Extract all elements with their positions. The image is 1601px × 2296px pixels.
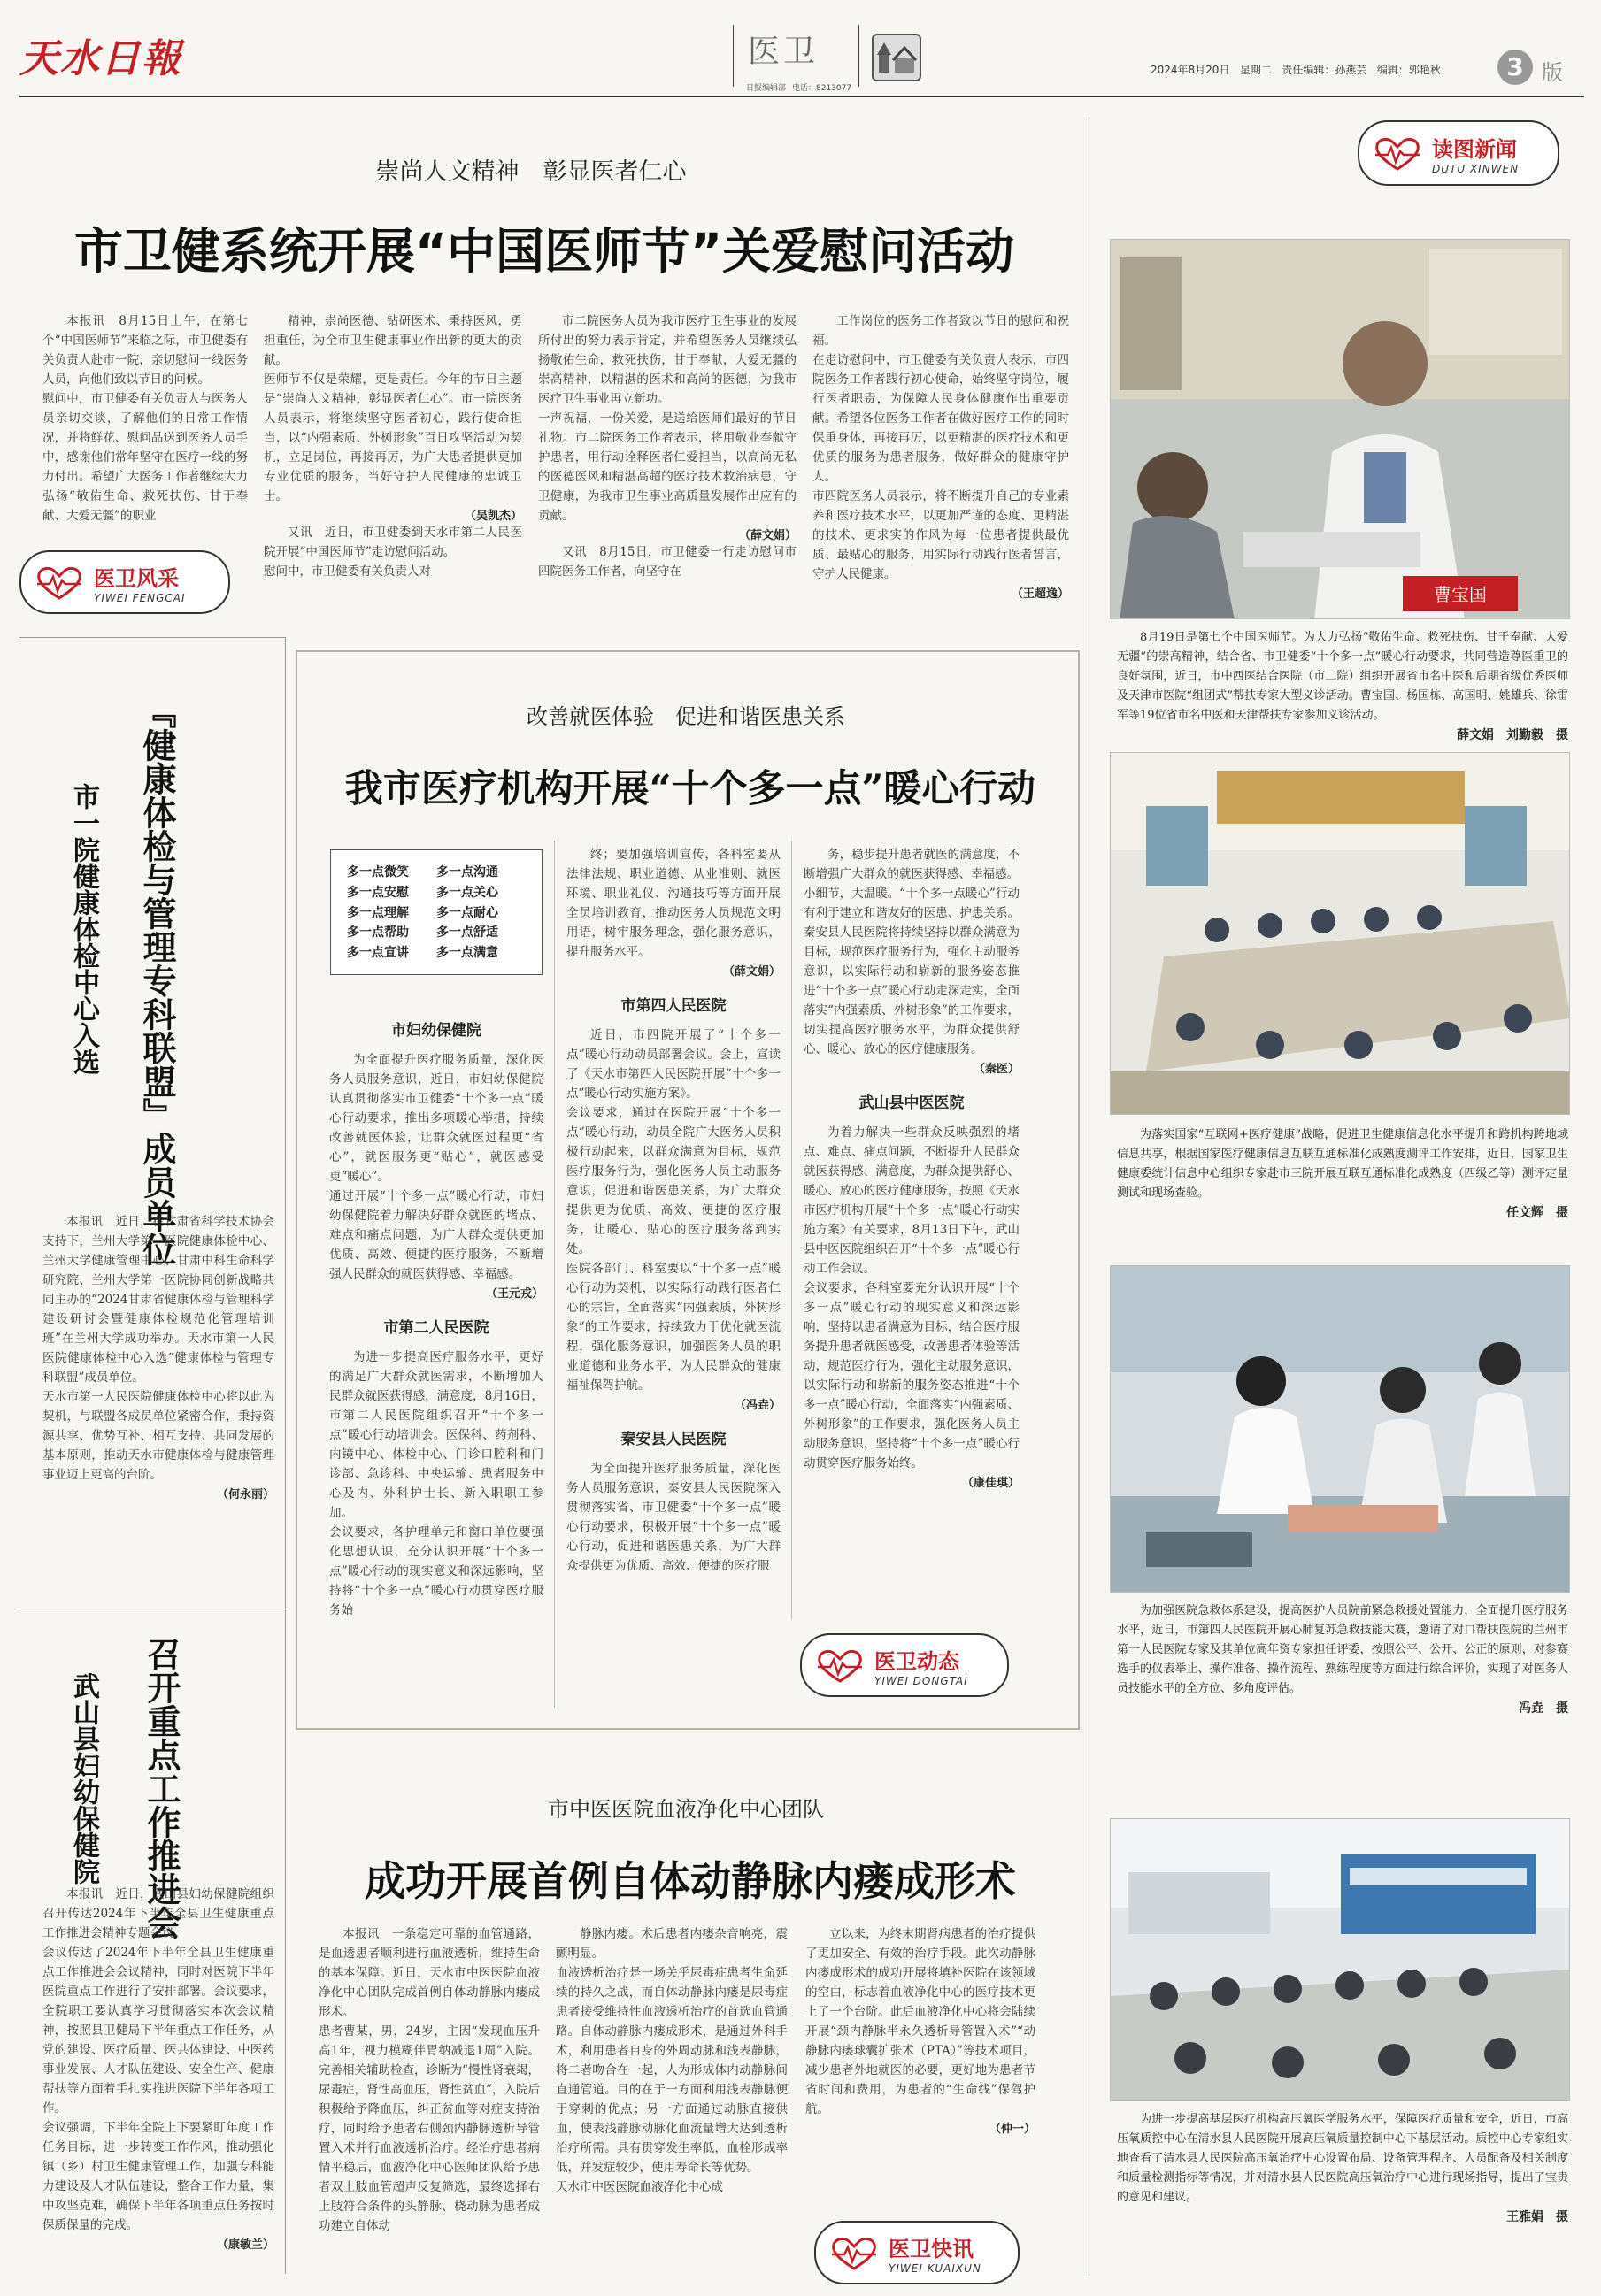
section-emblem [872,34,921,81]
badge-kuaixun: 医卫快讯 YIWEI KUAIXUN [814,2221,1020,2284]
center-col3: 务，稳步提升患者就医的满意度，不断增强广大群众的就医获得感、幸福感。 小细节，大温暖。“十个多一点暖心”行动有利于建立和谐友好的医患、护患关系。秦安县人民医院将持续坚持以群众满意为目标，规范医疗服务行为，强化主动服务意识，以实际行动和崭新的服务姿态推进“十个多一点”暖心行动走深走实，全面落实“内强素质、外树形象”的工作要求，切实提高医疗服务水平，为群众提供舒心、暖心、放心的医疗健康服务。 （秦医） 武山县中医医院 为着力解决一些群众反映强烈的堵点、难点、痛点问题，不断提升人民群众就医获得感、满意度，为群众提供舒心、暖心、放心的医疗健康服务，按照《天水市医疗机构开展“十个多一点”暖心行动实施方案》有关要求，8月13日下午，武山县中医医院组织召开“十个多一点”暖心行动工作会议。 会议要求，各科室要充分认识开展“十个多一点”暖心行动的现实意义和深远影响，坚持以患者满意为目标，结合医疗服务提升患者就医感受，改善患者体验等活动，规范医疗行为，强化主动服务意识，以实际行动和崭新的服务姿态推进“十个多一点”暖心行动，全面落实“内强素质、外树形象”的工作要求，强化医务人员主动服务意识，坚持将“十个多一点”暖心行动贯穿医疗服务始终。 （康佳琪） [804,848,1020,1490]
editor-dept: 日报编辑部 [746,84,787,93]
heart-icon [828,2235,880,2270]
page-suffix: 版 [1542,60,1563,85]
bottom-title: 成功开展首例自体动静脉内瘘成形术 [365,1857,1016,1905]
heart-icon [34,564,85,600]
lead-title: 市卫健系统开展“中国医师节”关爱慰问活动 [73,223,1015,280]
issue-weekday: 星期二 [1239,64,1272,76]
badge-dongtai: 医卫动态 YIWEI DONGTAI [800,1633,1009,1697]
photo-hyperbaric-inspection [1110,1818,1570,2101]
left2-intro-title: 武山县妇幼保健院 [68,1672,99,1885]
badge-dutu: 读图新闻 DUTU XINWEN [1358,120,1559,186]
caption-2: 为落实国家“互联网+医疗健康”战略，促进卫生健康信息化水平提升和跨机构跨地域信息共享，根据国家医疗健康信息互联互通标准化成熟度测评工作安排，近日，国家卫生健康委统计信息中心组织专家赴市三院开展互联互通标准化成熟度（四级乙等）测评定量测试和现场查验。 任文辉 摄 [1117,1128,1568,1220]
lead-col3: 市二院医务人员为我市医疗卫生事业的发展所付出的努力表示肯定，并希望医务人员继续弘扬敬佑生命，救死扶伤，甘于奉献，大爱无疆的崇高精神，以精湛的医术和高尚的医德，为我市医疗卫生事业再立新功。 一声祝福，一份关爱，是送给医师们最好的节日礼物。市二院医务工作者表示，将用敬业奉献守护患者，用行动诠释医者仁爱担当，以高尚无私的医德医风和精湛高超的医疗技术救治病患，守卫健康，为我市卫生事业高质量发展作出应有的贡献。 （薛文娟） 又讯 8月15日，市卫健委一行走访慰问市四院医务工作者，向坚守在 [538,314,797,579]
lead-col1: 本报讯 8月15日上午，在第七个“中国医师节”来临之际，市卫健委有关负责人赴市一院，亲切慰问一线医务人员，向他们致以节日的问候。 慰问中，市卫健委有关负责人与医务人员亲切交谈，了解他们的日常工作情况，并将鲜花、慰问品送到医务人员手中，感谢他们常年坚守在医疗一线的努力付出。希望广大医务工作者继续大力弘扬“敬佑生命、救死扶伤、甘于奉献、大爱无疆”的职业 [42,314,248,523]
left2-body: 本报讯 近日，武山县妇幼保健院组织召开传达2024年下半年全县卫生健康重点工作推进会精神专题会议。 会议传达了2024年下半年全县卫生健康重点工作推进会会议精神，同时对医院下半年医院重点工作进行了安排部署。会议要求，全院职工要认真学习贯彻落实本次会议精神，按照县卫健局下半年重点工作任务，从党的建设、医疗质量、医共体建设、中医药事业发展、人才队伍建设、安全生产、健康帮扶等方面着手扎实推进医院下半年各项工作。 会议强调，下半年全院上下要紧盯年度工作任务目标，进一步转变工作作风，推动强化镇（乡）村卫生健康管理工作，加强专科能力建设及人才队伍建设，整合工作力量，集中攻坚克难，确保下半年各项重点任务按时保质保量的完成。 （康敏兰） [42,1887,274,2252]
photo-cpr-contest [1110,1265,1570,1593]
issue-date: 2024年8月20日 [1151,64,1230,76]
photo-evaluation-meeting [1110,752,1570,1115]
bottom-col2: 静脉内瘘。术后患者内瘘杂音响亮，震颤明显。 血液透析治疗是一场关乎尿毒症患者生命延续的持久之战，而自体动静脉内瘘是尿毒症患者接受维持性血液透析治疗的首选血管通路。自体动静脉内瘘成形术，是通过外科手术，利用患者自身的外周动脉和浅表静脉，将二者吻合在一起，人为形成体内动静脉间直通管道。目的在于一方面利用浅表静脉便于穿刺的优点；另一方面通过动脉直接供血，使表浅静脉动脉化血流量增大达到透析治疗所需。具有贯穿发生率低，血栓形成率低，并发症较少，使用寿命长等优势。 天水市中医医院血液净化中心成 [556,1927,788,2194]
section-name: 医卫 [748,34,820,70]
heart-icon [1372,135,1423,171]
photo-free-clinic [1110,239,1570,619]
ten-points-box: 多一点微笑 多一点沟通 多一点安慰 多一点关心 多一点理解 多一点耐心 多一点帮助 多一点舒适 多一点宣讲 多一点满意 [330,849,543,975]
center-col1: 市妇幼保健院 为全面提升医疗服务质量，深化医务人员服务意识，近日，市妇幼保健院认真贯彻落实市卫健委“十个多一点”暖心行动要求，推出多项暖心举措，持续改善就医体验，让群众就医过程更“省心”，就医服务更“贴心”，就医感受更“暖心”。 通过开展“十个多一点”暖心行动，市妇幼保健院着力解决好群众就医的堵点、难点和痛点问题，为广大群众提供更加优质、高效、便捷的医疗服务，不断增强人民群众的就医获得感、幸福感。 （王元戎） 市第二人民医院 为进一步提高医疗服务水平，更好的满足广大群众就医需求，不断增加人民群众就医获得感，满意度，8月16日，市第二人民医院组织召开“十个多一点”暖心行动培训会。医保科、药剂科、内镜中心、体检中心、门诊口腔科和门诊部、急诊科、中央运输、患者服务中心及内、外科护士长、新入职职工参加。 会议要求，各护理单元和窗口单位要强化思想认识，充分认识开展“十个多一点”暖心行动的现实意义和深远影响，坚持将“十个多一点”暖心行动贯穿医疗服务始 [329,1022,543,1617]
left1-intro-title: 市一院健康体检中心入选 [68,783,99,1075]
bottom-col1: 本报讯 一条稳定可靠的血管通路，是血透患者顺利进行血液透析，维持生命的基本保障。近日，天水市中医医院血液净化中心团队完成首例自体动静脉内瘘成形术。 患者曹某，男，24岁，主因“发现血压升高1年，视力模糊伴胃纳减退1周”入院。完善相关辅助检查，诊断为“慢性肾衰竭，尿毒症，肾性高血压，肾性贫血”，入院后积极给予降血压，纠正贫血等对症支持治疗，同时给予患者右侧颈内静脉透析导管置入术并行血液透析治疗。经治疗患者病情平稳后，血液净化中心医师团队给予患者双上肢血管超声反复筛选，最终选择右上肢符合条件的头静脉、桡动脉为患者成功建立自体动 [319,1927,540,2233]
masthead-logo: 天水日報 [19,36,182,81]
duty-editor: 责任编辑：孙燕芸 [1282,64,1367,76]
center-title: 我市医疗机构开展“十个多一点”暖心行动 [344,767,1036,811]
lead-col2: 精神，崇尚医德、钻研医术、秉持医风，勇担重任，为全市卫生健康事业作出新的更大的贡献。 医师节不仅是荣耀，更是责任。今年的节日主题是“崇尚人文精神，彰显医者仁心”。市一院医务人员表示，将继续坚守医者初心，践行使命担当，以“内强素质、外树形象”百日攻坚活动为契机，立足岗位，再接再厉，为广大患者提供更加专业优质的服务，当好守护人民健康的忠诚卫士。 （吴凯杰） 又讯 近日，市卫健委到天水市第二人民医院开展“中国医师节”走访慰问活动。 慰问中，市卫健委有关负责人对 [264,314,522,579]
left1-main-title: 『健康体检与管理专科联盟』成员单位 [137,695,176,1266]
left2-main-title: 召开重点工作推进会 [142,1637,181,1939]
dept-phone: 电话：8213077 [792,84,852,93]
bottom-col3: 立以来，为终末期肾病患者的治疗提供了更加安全、有效的治疗手段。此次动静脉内瘘成形术的成功开展将填补医院在该领域的空白，标志着血液净化中心的医疗技术更上了一个台阶。此后血液净化中心将会陆续开展“颈内静脉半永久透析导管置入术”“动静脉内瘘球囊扩张术（PTA）”等技术项目，减少患者外地就医的必要，更好地为患者节省时间和费用，为患者的“生命线”保驾护航。 （仲一） [805,1927,1035,2136]
center-kicker: 改善就医体验 促进和谐医患关系 [527,704,845,729]
lead-kicker: 崇尚人文精神 彰显医者仁心 [375,158,687,186]
center-col2: 终；要加强培训宣传，各科室要从法律法规、职业道德、从业准则、就医环境、职业礼仪、沟通技巧等方面开展全员培训教育，推动医务人员规范文明用语，树牢服务理念，强化服务意识，提升服务水平。 （薛文娟） 市第四人民医院 近日，市四院开展了“十个多一点”暖心行动动员部署会议。会上，宣读了《天水市第四人民医院开展“十个多一点”暖心行动实施方案》。 会议要求，通过在医院开展“十个多一点”暖心行动，动员全院广大医务人员积极行动起来，以群众满意为目标，规范医疗服务行为，强化医务人员主动服务意识，促进和谐医患关系，为广大群众提供更为优质、高效、便捷的医疗服务，让暖心、贴心的医疗服务落到实处。 医院各部门、科室要以“十个多一点”暖心行动为契机，以实际行动践行医者仁心的宗旨，全面落实“内强素质，外树形象”的工作要求，持续致力于优化就医流程，强化服务意识，加强医务人员的职业道德和业务水平，为人民群众的健康福祉保驾护航。 （冯垚） 秦安县人民医院 为全面提升医疗服务质量，深化医务人员服务意识，秦安县人民医院深入贯彻落实省、市卫健委“十个多一点”暖心行动要求，积极开展“十个多一点”暖心行动，促进和谐医患关系，为广大群众提供更为优质、高效、便捷的医疗服 [566,848,781,1573]
left1-body: 本报讯 近日，在甘肃省科学技术协会支持下，兰州大学第一医院健康体检中心、兰州大学健康管理中心、甘肃中科生命科学研究院、兰州大学第一医院协同创新战略共同主办的“2024甘肃省健康体检与管理科学建设研讨会暨健康体检规范化管理培训班”在兰州大学成功举办。天水市第一人民医院健康体检中心入选“健康体检与管理专科联盟”成员单位。 天水市第一人民医院健康体检中心将以此为契机，与联盟各成员单位紧密合作，秉持资源共享、优势互补、相互支持、共同发展的基本原则，推动天水市健康体检与健康管理事业迈上更高的台阶。 （何永丽） [42,1215,274,1501]
bottom-kicker: 市中医医院血液净化中心团队 [548,1797,824,1822]
page-number: 3 [1497,50,1533,85]
caption-4: 为进一步提高基层医疗机构高压氧医学服务水平，保障医疗质量和安全，近日，市高压氧质控中心在清水县人民医院开展高压氧质量控制中心下基层活动。质控中心专家组实地查看了清水县人民医院高压氧治疗中心设置布局、设备管理程序、人员配备及相关制度和质量检测指标等情况，并对清水县人民医院高压氧治疗中心进行现场指导，提出了宝贵的意见和建议。 王雅娟 摄 [1117,2113,1568,2224]
lead-col4: 工作岗位的医务工作者致以节日的慰问和祝福。 在走访慰问中，市卫健委有关负责人表示，市四院医务工作者践行初心使命，始终坚守岗位，履行医者职责，为保障人民身体健康作出重要贡献。希望各位医务工作者在做好医疗工作的同时保重身体，再接再厉，以更精湛的医疗技术和更优质的服务为患者服务，做好群众的健康守护人。 市四院医务人员表示，将不断提升自己的专业素养和医疗技术水平，以更加严谨的态度、更精湛的技术、更求实的作风为每一位患者提供最优质、最贴心的服务，用实际行动践行医者誓言，守护人民健康。 （王超逸） [812,314,1069,601]
badge-fengcai: 医卫风采 YIWEI FENGCAI [19,550,230,614]
editor: 编辑：郭艳秋 [1376,64,1441,76]
caption-1: 8月19日是第七个中国医师节。为大力弘扬“敬佑生命、救死扶伤、甘于奉献、大爱无疆”的崇高精神，结合省、市卫健委“十个多一点”暖心行动要求，共同营造尊医重卫的良好氛围，近日，市中西医结合医院（市二院）组织开展省市名中医和后期省级优秀医师及天津市医院“组团式”帮扶专家大型义诊活动。曹宝国、杨国栋、高国明、姚雄兵、徐雷军等19位省市名中医和天津帮扶专家参加义诊活动。 薛文娟 刘勤毅 摄 [1117,631,1568,742]
caption-3: 为加强医院急救体系建设，提高医护人员院前紧急救援处置能力，全面提升医疗服务水平，近日，市第四人民医院开展心肺复苏急救技能大赛，邀请了对口帮扶医院的兰州市第一人民医院专家及其单位高年资专家担任评委，按照公平、公开、公正的原则，对参赛选手的仪表举止、操作准备、操作流程、熟练程度等方面进行综合评价，实现了对医务人员技能水平的全方位、多角度评估。 冯垚 摄 [1117,1604,1568,1716]
masthead-meta [1151,62,1441,77]
name-card-text: 曹宝国 [1434,584,1487,605]
